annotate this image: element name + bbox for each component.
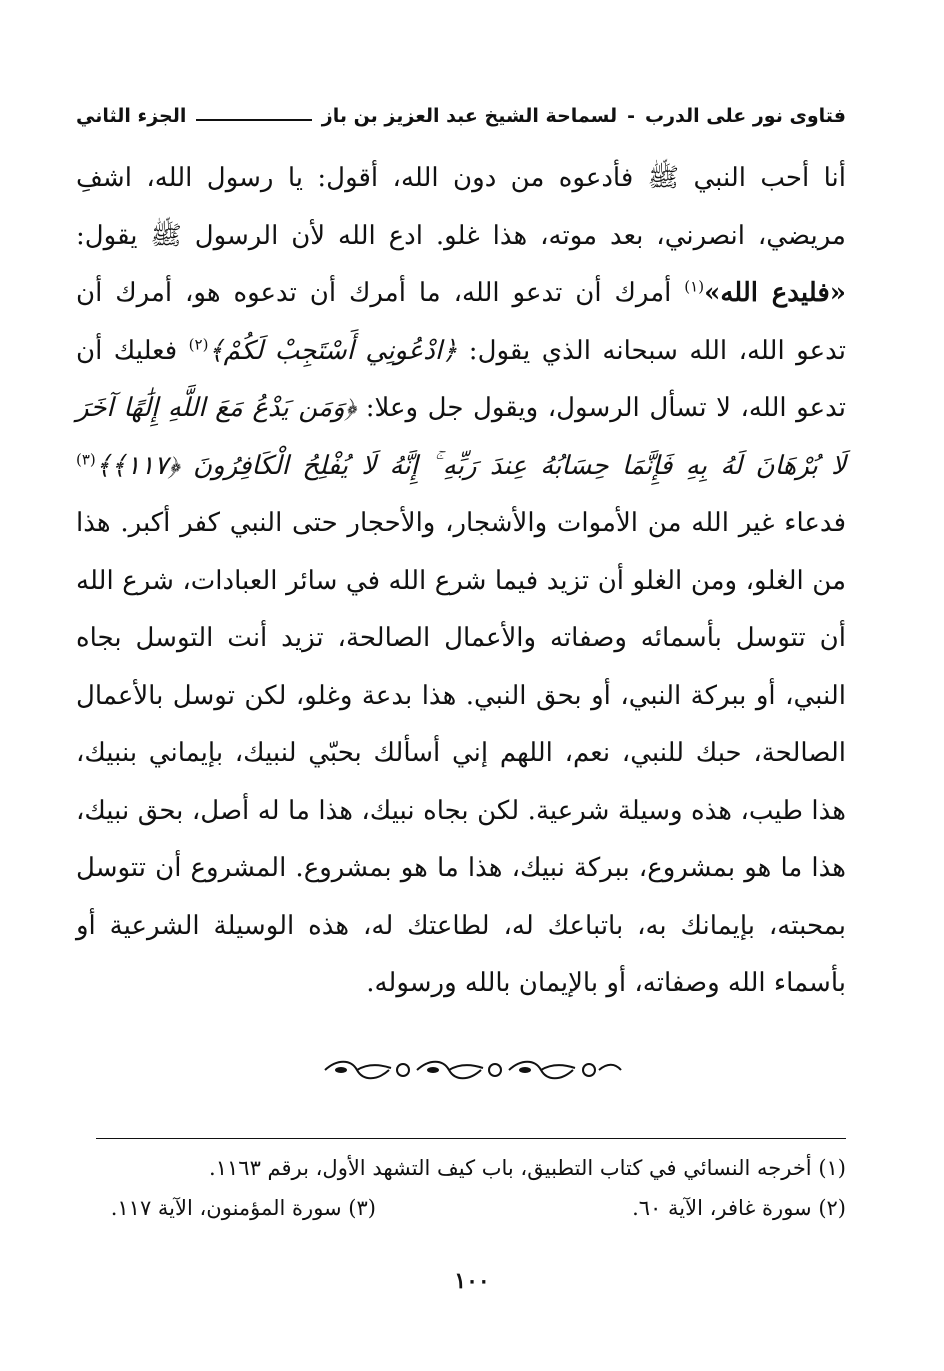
footnote-ref-1[interactable]: (١) xyxy=(684,277,705,296)
footnote-1: (١) أخرجه النسائي في كتاب التطبيق، باب كيف التشهد الأول، برقم ١١٦٣. xyxy=(209,1156,846,1180)
header-rule xyxy=(196,119,311,121)
fatwa-body xyxy=(76,150,846,1013)
footnote-row-1 xyxy=(76,1148,846,1188)
footnote-separator xyxy=(96,1138,846,1139)
section-ornament xyxy=(0,1052,944,1088)
footnote-2: (٢) سورة غافر، الآية ٦٠. xyxy=(632,1196,846,1220)
header-book-title: فتاوى نور على الدرب xyxy=(645,105,846,127)
quran-verse-1: ﴿ادْعُونِي أَسْتَجِبْ لَكُمْ﴾ xyxy=(208,335,458,366)
page-number: ١٠٠ xyxy=(454,1268,490,1294)
running-header xyxy=(76,96,846,136)
header-volume: الجزء الثاني xyxy=(76,105,187,127)
footnote-ref-3[interactable]: (٣) xyxy=(76,449,96,468)
header-author: لسماحة الشيخ عبد العزيز بن باز xyxy=(321,105,618,127)
header-separator: - xyxy=(627,105,635,127)
footnotes xyxy=(76,1148,846,1228)
footnote-ref-2[interactable]: (٢) xyxy=(188,334,209,353)
body-text-part-2: أمرك أن تدعو الله، ما أمرك أن تدعوه هو، أمرك أن تدعو الله، الله سبحانه الذي يقول: xyxy=(76,278,847,366)
quran-verse-2: ﴿وَمَن يَدْعُ مَعَ اللَّهِ إِلَٰهًا آخَرَ لَا بُرْهَانَ لَهُ بِهِ فَإِنَّمَا حِسَابُهُ عِندَ رَبِّهِ ۚ إِنَّهُ لَا يُفْلِحُ الْكَافِرُونَ ﴿١١٧﴾﴾ xyxy=(76,393,846,481)
hadith-quote: «فليدع الله» xyxy=(704,278,846,308)
body-text-part-4: فدعاء غير الله من الأموات والأشجار، والأحجار حتى النبي كفر أكبر. هذا من الغلو، ومن الغلو أن تزيد فيما شرع الله في سائر العبادات، شرع الله أن تتوسل بأسمائه وصفاته والأعمال الصالحة، تزيد أنت التوسل بجاه النبي، أو ببركة النبي، أو بحق النبي. هذا بدعة وغلو، لكن توسل بالأعمال الصالحة، حبك للنبي، نعم، اللهم إني أسألك بحبّي لنبيك، بإيماني بنبيك، هذا طيب، هذه وسيلة شرعية. لكن بجاه نبيك، هذا ما له أصل، بحق نبيك، هذا ما هو بمشروع، ببركة نبيك، هذا ما هو بمشروع. المشروع أن تتوسل بمحبته، بإيمانك به، باتباعك له، لطاعتك له، هذه الوسيلة الشرعية أو بأسماء الله وصفاته، أو بالإيمان بالله ورسوله. xyxy=(76,508,846,998)
body-text-part-1: أنا أحب النبي ﷺ فأدعوه من دون الله، أقول: يا رسول الله، اشفِ مريضي، انصرني، بعد موته، هذا غلو. ادع الله لأن الرسول ﷺ يقول: xyxy=(76,163,846,251)
body-text-part-3: فعليك أن تدعو الله، لا تسأل الرسول، ويقول جل وعلا: xyxy=(76,335,846,423)
footnote-3: (٣) سورة المؤمنون، الآية ١١٧. xyxy=(110,1196,376,1220)
ornament-flourish-icon xyxy=(317,1055,627,1085)
footnote-row-2 xyxy=(76,1188,846,1228)
